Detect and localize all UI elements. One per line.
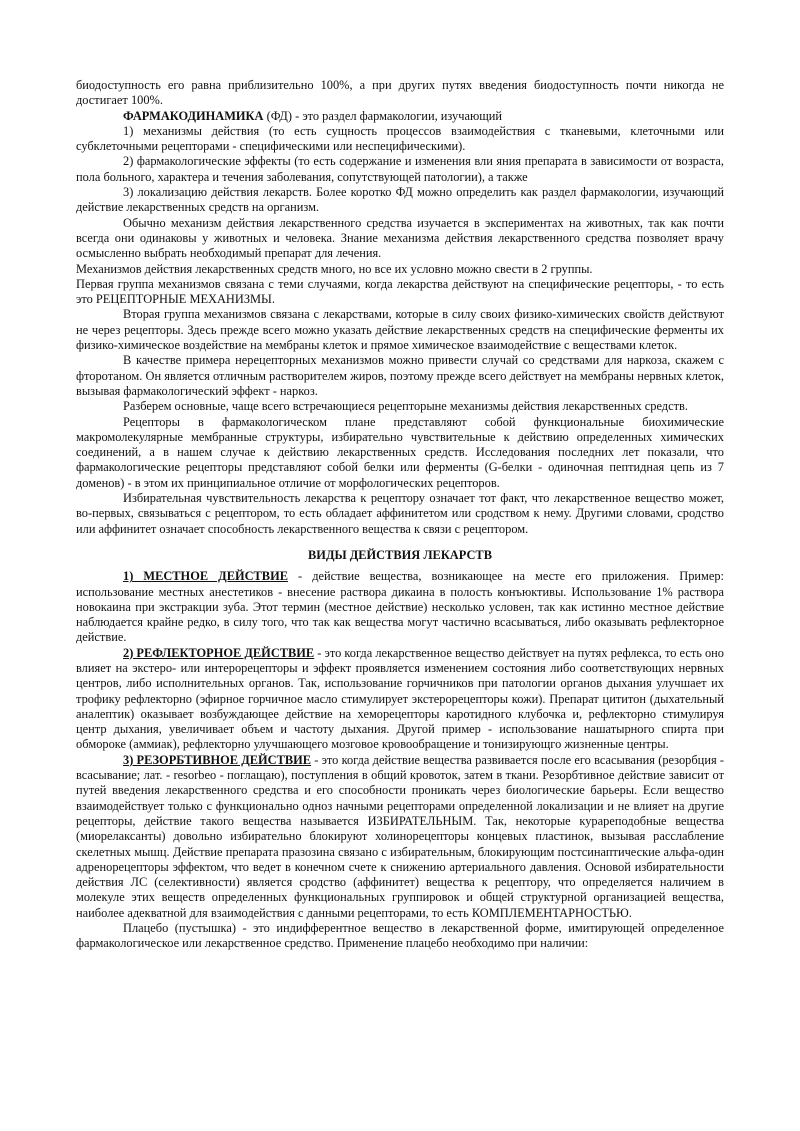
action-resorptive-title: 3) РЕЗОРБТИВНОЕ ДЕЙСТВИЕ (123, 752, 312, 767)
paragraph-0: биодоступность его равна приблизительно 100%, а при других путях введения биодоступность почти никогда не достигает 100%. (76, 78, 724, 108)
action-reflex-text: - это когда лекарственное вещество действует на путях рефлекса, то есть оно влияет на экстеро- или интерорецепторы и эффект проявляется изменением состояния либо соответствующих нервных центров, либо исполнительных органов. Так, использование горчичников при патологии органов дыхания улучшает их трофику рефлекторно (эфирное горчичное масло стимулирует экстерорецепторы кожи). Препарат цититон (дыхательный аналептик) оказывает возбуждающее действие на хеморецепторы каротидного клубочка и, рефлекторно стимулируя центр дыхания, увеличивает объем и частоту дыхания. Другой пример - использование нашатырного спирта при обмороке (аммиак), рефлекторно улучшающего мозговое кровообращение и тонизирующго жизненные центры. (76, 645, 725, 752)
action-reflex (76, 646, 724, 753)
definition-pharmacodynamics: (ФД) - это раздел фармакологии, изучающий (263, 108, 503, 123)
paragraph-11: Рецепторы в фармакологическом плане представляют собой функциональные биохимические макромолекулярные мембранные структуры, избирательно чувствительные к действию определенных химических соединений, а в нашем случае к действию лекарственных средств. Исследования последних лет показали, что фармакологические рецепторы представляют собой белки или ферменты (G-белки - одиночная пептидная цепь из 7 доменов) - в этом их принципиальное отличие от морфологических рецепторов. (76, 414, 724, 490)
action-local-text: - действие вещества, возникающее на месте его приложения. Пример: использование местных анестетиков - внесение раствора дикаина в полость конъюктивы. Использование 1% раствора новокаина при экстракции зуба. Этот термин (местное действие) несколько условен, так как истинно местное действие наблюдается крайне редко, в силу того, что так как вещества могут частично всасываться, либо оказывать рефлекторное действие. (76, 569, 724, 645)
paragraph-10: Разберем основные, чаще всего встречающиеся рецепторыне механизмы действия лекарственных средств. (123, 399, 688, 414)
action-resorptive (76, 753, 724, 921)
action-local (76, 569, 724, 645)
paragraph-3: 2) фармакологические эффекты (то есть содержание и изменения вли яния препарата в зависимости от возраста, пола больного, характера и течения заболевания, сопутствующей патологии), а также (76, 154, 724, 184)
term-pharmacodynamics: ФАРМАКОДИНАМИКА (123, 108, 264, 123)
paragraph-5: Обычно механизм действия лекарственного средства изучается в экспериментах на животных, так как почти всегда они одинаковы у животных и человека. Знание механизма действия лекарственного средства позволяет врачу осмысленно выбрать необходимый препарат для лечения. (76, 215, 724, 261)
paragraph-4: 3) локализацию действия лекарств. Более коротко ФД можно определить как раздел фармакологии, изучающий действие лекарственных средств на организм. (76, 185, 724, 215)
paragraph-7: Первая группа механизмов связана с теми случаями, когда лекарства действуют на специфические рецепторы, - то есть это РЕЦЕПТОРНЫЕ МЕХАНИЗМЫ. (76, 276, 724, 307)
action-reflex-title: 2) РЕФЛЕКТОРНОЕ ДЕЙСТВИЕ (123, 645, 315, 660)
action-resorptive-text: - это когда действие вещества развивается после его всасывания (резорбция - всасывание; лат. - resorbeo - поглащаю), поступления в общий кровоток, затем в ткани. Резорбтивное действие зависит от путей введения лекарственного средства и его способности проникать через биологические барьеры. Если вещество взаимодействует только с функционально одноз начными рецепторами определенной локализации и не влияет на другие рецепторы, действие такого вещества называется ИЗБИРАТЕЛЬНЫМ. Так, некоторые курареподобные вещества (миорелаксанты) довольно избирательно блокируют холинорецепторы концевых пластинок, вызывая расслабление скелетных мышц. Действие препарата празозина связано с избирательным, блокирующим постсинаптические альфа-один адренорецепторы эффектом, что ведет в конечном счете к снижению артериального давления. Основой избирательности действия ЛС (селективности) является сродство (аффинитет) вещества к рецептору, что определяется наличием в молекуле этих веществ определенных функциональных группировок и общей структурной организацией вещества, наиболее адекватной для взаимодействия с данными рецепторами, то есть КОМПЛЕМЕНТАРНОСТЬЮ. (76, 752, 724, 920)
paragraph-placebo: Плацебо (пустышка) - это индифферентное вещество в лекарственной форме, имитирующей определенное фармакологическое или лекарственное средство. Применение плацебо необходимо при наличии: (76, 921, 724, 951)
paragraph-12: Избирательная чувствительность лекарства к рецептору означает тот факт, что лекарственное вещество может, во-первых, связываться с рецептором, то есть обладает аффинитетом или сродством к нему. Другими словами, сродство или аффинитет означает способность лекарственного вещества к связи с рецептором. (76, 491, 724, 536)
section-heading: ВИДЫ ДЕЙСТВИЯ ЛЕКАРСТВ (308, 547, 492, 562)
paragraph-8: Вторая группа механизмов связана с лекарствами, которые в силу своих физико-химических свойств действуют не через рецепторы. Здесь прежде всего можно указать действие лекарственных средств на специфические ферменты их физико-химическое воздействие на мембраны клеток и прямое химическое взаимодействие с веществами клеток. (76, 307, 724, 353)
paragraph-2: 1) механизмы действия (то есть сущность процессов взаимодействия с тканевыми, клеточными или субклеточными рецепторами - специфическими или неспецифическими). (76, 123, 724, 154)
document-page (76, 78, 724, 952)
action-local-title: 1) МЕСТНОЕ ДЕЙСТВИЕ (123, 569, 288, 584)
paragraph-pharmacodynamics (76, 109, 724, 124)
paragraph-6: Механизмов действия лекарственных средств много, но все их условно можно свести в 2 группы. (76, 261, 593, 276)
paragraph-9: В качестве примера нерецепторных механизмов можно привести случай со средствами для наркоза, скажем с фторотаном. Он является отличным растворителем жиров, поэтому прежде всего действует на мембраны нервных клеток, вызывая фармакологический эффект - наркоз. (76, 353, 724, 398)
